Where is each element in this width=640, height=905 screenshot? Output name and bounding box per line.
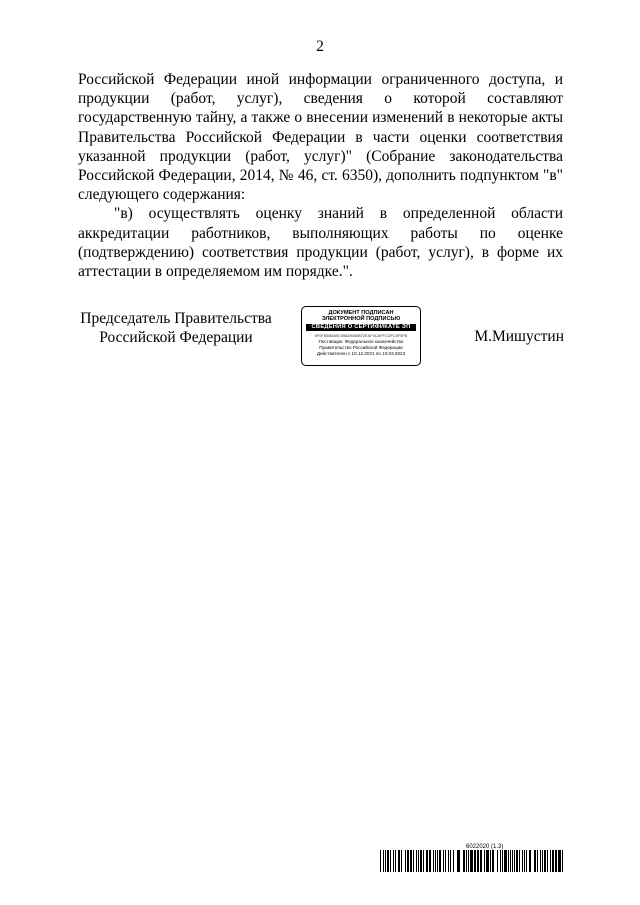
barcode-bar	[524, 850, 525, 872]
barcode-bar	[420, 850, 422, 872]
barcode-bar	[534, 850, 536, 872]
barcode-bar	[443, 850, 444, 872]
signer-title-line1: Председатель Правительства	[80, 310, 272, 327]
page-number: 2	[316, 38, 324, 55]
barcode-bar	[453, 850, 454, 872]
barcode-bar	[510, 850, 511, 872]
barcode-bar	[463, 850, 465, 872]
barcode-bar	[380, 850, 381, 872]
barcode-bar	[448, 850, 449, 872]
signer-name: М.Мишустин	[474, 328, 564, 345]
barcode-bar	[522, 850, 523, 872]
barcode-bar	[466, 850, 467, 872]
barcode-bar	[407, 850, 409, 872]
barcode-bar	[477, 850, 479, 872]
barcode-bar	[387, 850, 389, 872]
barcode-bar	[529, 850, 531, 872]
barcode-bar	[537, 850, 538, 872]
barcode-bar	[544, 850, 546, 872]
barcode-bar	[526, 850, 527, 872]
barcode-bar	[519, 850, 520, 872]
barcode-bar	[562, 850, 563, 872]
barcode-bar	[437, 850, 438, 872]
barcode-bar	[413, 850, 414, 872]
barcode-bar	[468, 850, 469, 872]
barcode-bar	[512, 850, 513, 872]
decree-body	[78, 70, 563, 281]
stamp-issuer-line2: Правительство Российской Федерации	[319, 345, 403, 350]
barcode-bar	[457, 850, 460, 872]
barcode-bar	[383, 850, 384, 872]
stamp-header-line1: ДОКУМЕНТ ПОДПИСАН	[328, 310, 394, 316]
barcode-bar	[504, 850, 507, 872]
stamp-issuer-line1: Поставщик: Федеральное казначейство	[318, 338, 404, 344]
electronic-signature-stamp	[301, 306, 421, 366]
barcode-bar	[516, 850, 518, 872]
barcode-bar	[450, 850, 451, 872]
barcode-bar	[547, 850, 548, 872]
barcode-bar	[423, 850, 424, 872]
barcode-bar	[552, 850, 554, 872]
barcode-bar	[550, 850, 551, 872]
barcode-bar	[497, 850, 498, 872]
barcode-bar	[492, 850, 494, 872]
barcode-bar	[502, 850, 503, 872]
barcode-bar	[474, 850, 476, 872]
barcode	[380, 850, 566, 872]
signer-title-line2: Российской Федерации	[99, 329, 253, 346]
barcode-bar	[555, 850, 557, 872]
stamp-header-line2: ЭЛЕКТРОННОЙ ПОДПИСЬЮ	[321, 316, 401, 323]
barcode-bar	[410, 850, 412, 872]
signer-title	[76, 309, 276, 347]
barcode-bar	[540, 850, 541, 872]
barcode-bar	[542, 850, 543, 872]
stamp-validity: Действителен с 10.12.2021 по 10.03.2023	[316, 351, 406, 357]
barcode-bar	[500, 850, 501, 872]
barcode-bar	[393, 850, 394, 872]
barcode-bar	[486, 850, 489, 872]
barcode-bar	[416, 850, 417, 872]
barcode-bar	[433, 850, 434, 872]
barcode-bar	[429, 850, 431, 872]
barcode-bar	[490, 850, 491, 872]
barcode-bar	[514, 850, 515, 872]
barcode-bar	[435, 850, 436, 872]
stamp-certificate-bar: СВЕДЕНИЯ О СЕРТИФИКАТЕ ЭП	[306, 324, 416, 331]
barcode-bar	[480, 850, 482, 872]
barcode-bar	[390, 850, 391, 872]
barcode-bar	[439, 850, 441, 872]
barcode-bar	[484, 850, 485, 872]
barcode-bar	[445, 850, 446, 872]
stamp-serial: 5F0FE8BA69C55828080B72EAF4CAFFCDFC5F5FB	[314, 332, 408, 338]
barcode-bar	[395, 850, 396, 872]
stamp-header	[302, 310, 420, 323]
barcode-bar	[418, 850, 419, 872]
barcode-bar	[558, 850, 561, 872]
paragraph-amendment-intro: Российской Федерации иной информации ограниченного доступа, и продукции (работ, услуг), сведения о которой составляют государственную тайну, а также о внесении изменений в некоторые акты Правительства Российской Федерации в части оценки соответствия указанной продукции (работ, услуг)" (Собрание законодательства Российской Федерации, 2014, № 46, ст. 6350), дополнить подпунктом "в" следующего содержания:	[78, 71, 563, 204]
paragraph-subclause-v: "в) осуществлять оценку знаний в определенной области аккредитации работников, выполняющих работы по оценке (подтверждению) соответствия продукции (работ, услуг), в форме их аттестации в определяемом им порядке.".	[78, 205, 563, 281]
barcode-bar	[398, 850, 400, 872]
barcode-bar	[401, 850, 402, 872]
barcode-bar	[405, 850, 406, 872]
barcode-bar	[385, 850, 386, 872]
barcode-bar	[426, 850, 428, 872]
barcode-bar	[470, 850, 473, 872]
document-code: 6022020 (1.3)	[466, 844, 504, 850]
barcode-bar	[508, 850, 509, 872]
